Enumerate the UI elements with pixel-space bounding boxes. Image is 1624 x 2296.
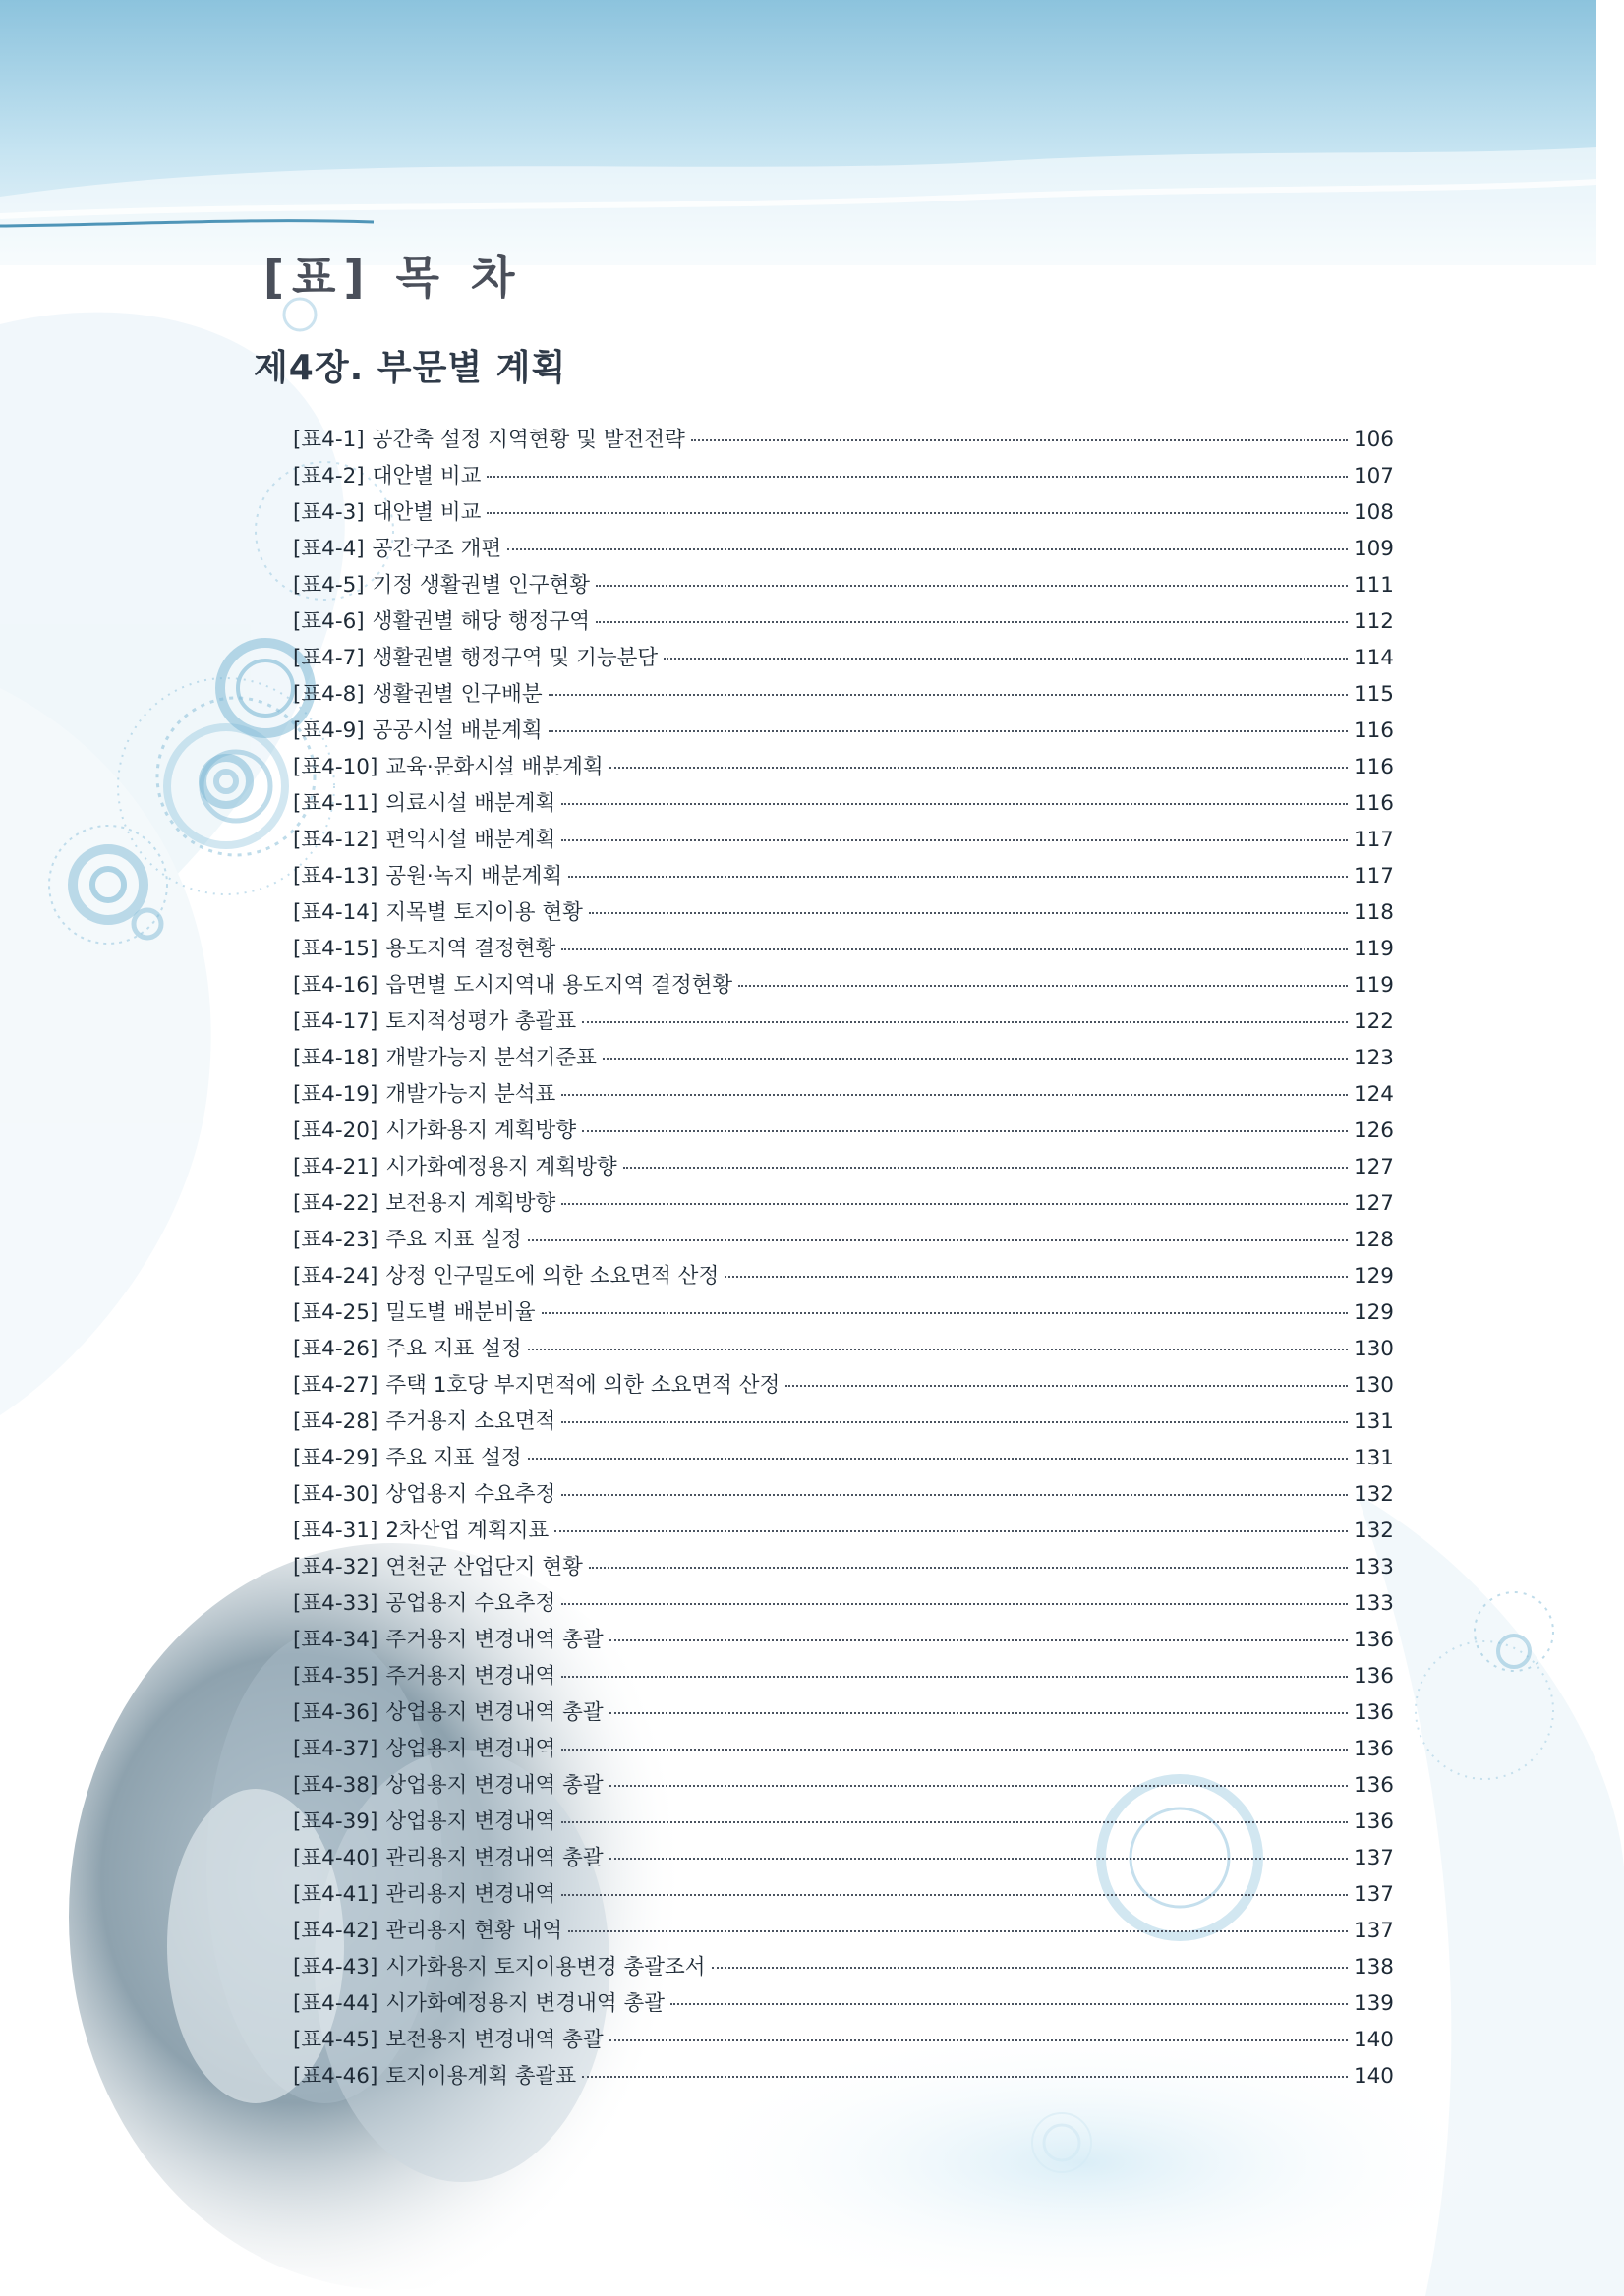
toc-item-page: 136 xyxy=(1353,1809,1394,1834)
toc-item-page: 131 xyxy=(1353,1446,1394,1470)
dot-leader xyxy=(738,985,1348,987)
toc-item-title: 의료시설 배분계획 xyxy=(385,791,556,816)
toc-item[interactable] xyxy=(293,1514,1394,1550)
toc-item-page: 133 xyxy=(1353,1591,1394,1616)
toc-item-title: 보전용지 변경내역 총괄 xyxy=(385,2028,604,2052)
toc-item-title: 주요 지표 설정 xyxy=(385,1337,522,1361)
toc-item[interactable] xyxy=(293,568,1394,604)
toc-item[interactable] xyxy=(293,604,1394,641)
toc-item-title: 주요 지표 설정 xyxy=(385,1446,522,1470)
toc-item[interactable] xyxy=(293,1405,1394,1441)
toc-item-label: [표4-1] xyxy=(293,428,365,452)
toc-item[interactable] xyxy=(293,1041,1394,1077)
toc-item-label: [표4-40] xyxy=(293,1846,378,1870)
dot-leader xyxy=(664,658,1348,660)
dot-leader xyxy=(670,2003,1348,2005)
toc-item[interactable] xyxy=(293,1986,1394,2023)
dot-leader xyxy=(561,1494,1348,1496)
dot-leader xyxy=(487,476,1348,478)
dot-leader xyxy=(603,1058,1348,1060)
toc-item-page: 112 xyxy=(1353,609,1394,634)
dot-leader xyxy=(568,1930,1348,1932)
toc-item[interactable] xyxy=(293,968,1394,1004)
dot-leader xyxy=(549,694,1348,696)
toc-item-page: 138 xyxy=(1353,1955,1394,1980)
toc-item-title: 교육·문화시설 배분계획 xyxy=(385,755,604,779)
toc-item-label: [표4-8] xyxy=(293,682,365,707)
toc-item-page: 137 xyxy=(1353,1919,1394,1943)
dot-leader xyxy=(589,912,1348,914)
toc-item-label: [표4-4] xyxy=(293,537,365,561)
toc-item[interactable] xyxy=(293,1150,1394,1186)
toc-item[interactable] xyxy=(293,2059,1394,2095)
toc-item-label: [표4-30] xyxy=(293,1482,378,1507)
toc-item-label: [표4-21] xyxy=(293,1155,378,1179)
dot-leader xyxy=(609,2039,1348,2041)
dot-leader xyxy=(561,1749,1348,1751)
toc-item-label: [표4-10] xyxy=(293,755,378,779)
toc-item-title: 주요 지표 설정 xyxy=(385,1228,522,1252)
toc-item-page: 140 xyxy=(1353,2028,1394,2052)
toc-item-title: 상업용지 변경내역 xyxy=(385,1809,556,1834)
dot-leader xyxy=(691,439,1348,441)
toc-item-title: 생활권별 해당 행정구역 xyxy=(372,609,591,634)
toc-item[interactable] xyxy=(293,1805,1394,1841)
toc-item-page: 136 xyxy=(1353,1737,1394,1761)
toc-item-label: [표4-11] xyxy=(293,791,378,816)
toc-item-title: 공업용지 수요추정 xyxy=(385,1591,556,1616)
toc-item-title: 상업용지 변경내역 총괄 xyxy=(385,1773,604,1798)
dot-leader xyxy=(507,548,1348,550)
toc-item[interactable] xyxy=(293,1732,1394,1768)
toc-item-label: [표4-28] xyxy=(293,1409,378,1434)
toc-item-title: 생활권별 행정구역 및 기능분담 xyxy=(372,646,659,670)
toc-item[interactable] xyxy=(293,641,1394,677)
dot-leader xyxy=(609,1712,1348,1714)
toc-item-label: [표4-36] xyxy=(293,1700,378,1725)
toc-item-page: 140 xyxy=(1353,2064,1394,2089)
toc-item[interactable] xyxy=(293,532,1394,568)
toc-item-label: [표4-35] xyxy=(293,1664,378,1689)
toc-item[interactable] xyxy=(293,895,1394,932)
toc-list xyxy=(293,423,1394,2095)
dot-leader xyxy=(561,1894,1348,1896)
dot-leader xyxy=(561,1421,1348,1423)
toc-item-title: 시가화예정용지 계획방향 xyxy=(385,1155,617,1179)
toc-item[interactable] xyxy=(293,1768,1394,1805)
toc-item[interactable] xyxy=(293,1114,1394,1150)
toc-item-page: 123 xyxy=(1353,1046,1394,1070)
toc-item[interactable] xyxy=(293,859,1394,895)
toc-item-title: 대안별 비교 xyxy=(372,464,482,488)
toc-item-label: [표4-42] xyxy=(293,1919,378,1943)
toc-item[interactable] xyxy=(293,1877,1394,1914)
toc-item-label: [표4-20] xyxy=(293,1119,378,1143)
toc-item-page: 136 xyxy=(1353,1664,1394,1689)
toc-item-page: 132 xyxy=(1353,1482,1394,1507)
toc-item-page: 116 xyxy=(1353,755,1394,779)
toc-item-title: 상업용지 변경내역 총괄 xyxy=(385,1700,604,1725)
toc-item-title: 주거용지 소요면적 xyxy=(385,1409,556,1434)
toc-item-page: 130 xyxy=(1353,1373,1394,1398)
page-title: [표] 목 차 xyxy=(263,251,523,304)
toc-item-page: 139 xyxy=(1353,1991,1394,2016)
dot-leader xyxy=(561,1203,1348,1205)
toc-item-title: 관리용지 변경내역 xyxy=(385,1882,556,1907)
toc-item-page: 133 xyxy=(1353,1555,1394,1579)
dot-leader xyxy=(623,1167,1348,1169)
toc-item-title: 상업용지 수요추정 xyxy=(385,1482,556,1507)
dot-leader xyxy=(561,1603,1348,1605)
dot-leader xyxy=(582,1021,1348,1023)
toc-item[interactable] xyxy=(293,1695,1394,1732)
toc-item-label: [표4-24] xyxy=(293,1264,378,1289)
toc-item-title: 편익시설 배분계획 xyxy=(385,828,556,852)
toc-item-label: [표4-22] xyxy=(293,1191,378,1216)
toc-item-label: [표4-9] xyxy=(293,718,365,743)
toc-item-page: 111 xyxy=(1353,573,1394,598)
dot-leader xyxy=(554,1530,1348,1532)
toc-item-title: 밀도별 배분비율 xyxy=(385,1300,536,1325)
toc-item[interactable] xyxy=(293,1368,1394,1405)
toc-item[interactable] xyxy=(293,2023,1394,2059)
toc-item-page: 114 xyxy=(1353,646,1394,670)
toc-item-page: 131 xyxy=(1353,1409,1394,1434)
toc-item-label: [표4-13] xyxy=(293,864,378,889)
toc-item-page: 116 xyxy=(1353,718,1394,743)
dot-leader xyxy=(609,1639,1348,1641)
toc-item-title: 토지이용계획 총괄표 xyxy=(385,2064,577,2089)
toc-item[interactable] xyxy=(293,1259,1394,1295)
toc-item-title: 지목별 토지이용 현황 xyxy=(385,900,583,925)
toc-item[interactable] xyxy=(293,495,1394,532)
toc-item-title: 공원·녹지 배분계획 xyxy=(385,864,563,889)
chapter-heading: 제4장. 부문별 계획 xyxy=(254,348,567,388)
toc-item-title: 시가화용지 토지이용변경 총괄조서 xyxy=(385,1955,706,1980)
dot-leader xyxy=(561,839,1348,841)
dot-leader xyxy=(609,1785,1348,1787)
toc-item-label: [표4-18] xyxy=(293,1046,378,1070)
toc-item-page: 115 xyxy=(1353,682,1394,707)
toc-item[interactable] xyxy=(293,1295,1394,1332)
toc-item-page: 129 xyxy=(1353,1300,1394,1325)
dot-leader xyxy=(785,1385,1348,1387)
toc-item-title: 시가화예정용지 변경내역 총괄 xyxy=(385,1991,666,2016)
toc-item[interactable] xyxy=(293,1950,1394,1986)
toc-item-page: 137 xyxy=(1353,1882,1394,1907)
toc-item-page: 130 xyxy=(1353,1337,1394,1361)
dot-leader xyxy=(561,948,1348,950)
toc-item-label: [표4-14] xyxy=(293,900,378,925)
toc-item-title: 대안별 비교 xyxy=(372,500,482,525)
dot-leader xyxy=(542,1312,1348,1314)
toc-item-title: 공간축 설정 지역현황 및 발전전략 xyxy=(372,428,685,452)
toc-item-label: [표4-12] xyxy=(293,828,378,852)
toc-item-title: 개발가능지 분석기준표 xyxy=(385,1046,597,1070)
toc-item[interactable] xyxy=(293,1186,1394,1223)
toc-item-title: 관리용지 현황 내역 xyxy=(385,1919,563,1943)
toc-item[interactable] xyxy=(293,1659,1394,1695)
toc-item-page: 122 xyxy=(1353,1009,1394,1034)
toc-item-label: [표4-16] xyxy=(293,973,378,998)
toc-item-label: [표4-2] xyxy=(293,464,365,488)
toc-item-page: 119 xyxy=(1353,973,1394,998)
dot-leader xyxy=(712,1967,1348,1969)
toc-item-title: 상정 인구밀도에 의한 소요면적 산정 xyxy=(385,1264,720,1289)
toc-item[interactable] xyxy=(293,1223,1394,1259)
dot-leader xyxy=(589,1567,1348,1569)
toc-item[interactable] xyxy=(293,1077,1394,1114)
toc-item-page: 117 xyxy=(1353,828,1394,852)
toc-item-title: 공공시설 배분계획 xyxy=(372,718,543,743)
toc-item-label: [표4-26] xyxy=(293,1337,378,1361)
toc-item[interactable] xyxy=(293,423,1394,459)
toc-item-label: [표4-41] xyxy=(293,1882,378,1907)
dot-leader xyxy=(596,621,1348,623)
toc-item-page: 128 xyxy=(1353,1228,1394,1252)
toc-item[interactable] xyxy=(293,459,1394,495)
toc-item-label: [표4-27] xyxy=(293,1373,378,1398)
toc-item-page: 124 xyxy=(1353,1082,1394,1107)
toc-item[interactable] xyxy=(293,1914,1394,1950)
toc-item-label: [표4-32] xyxy=(293,1555,378,1579)
toc-item-title: 보전용지 계획방향 xyxy=(385,1191,556,1216)
dot-leader xyxy=(561,1676,1348,1678)
toc-item-title: 상업용지 변경내역 xyxy=(385,1737,556,1761)
toc-item-page: 129 xyxy=(1353,1264,1394,1289)
toc-item-title: 기정 생활권별 인구현황 xyxy=(372,573,591,598)
dot-leader xyxy=(528,1458,1348,1460)
toc-item-page: 116 xyxy=(1353,791,1394,816)
dot-leader xyxy=(582,1130,1348,1132)
toc-item-label: [표4-38] xyxy=(293,1773,378,1798)
toc-item-label: [표4-19] xyxy=(293,1082,378,1107)
toc-item-page: 119 xyxy=(1353,937,1394,961)
toc-item-title: 관리용지 변경내역 총괄 xyxy=(385,1846,604,1870)
toc-item[interactable] xyxy=(293,823,1394,859)
toc-item-title: 읍면별 도시지역내 용도지역 결정현황 xyxy=(385,973,733,998)
toc-item-label: [표4-33] xyxy=(293,1591,378,1616)
toc-item-page: 127 xyxy=(1353,1155,1394,1179)
dot-leader xyxy=(609,767,1348,769)
toc-item[interactable] xyxy=(293,786,1394,823)
toc-item[interactable] xyxy=(293,677,1394,714)
toc-item-label: [표4-7] xyxy=(293,646,365,670)
toc-item[interactable] xyxy=(293,1004,1394,1041)
toc-item-title: 용도지역 결정현황 xyxy=(385,937,556,961)
dot-leader xyxy=(528,1349,1348,1350)
toc-item-title: 주택 1호당 부지면적에 의한 소요면적 산정 xyxy=(385,1373,781,1398)
toc-item-label: [표4-29] xyxy=(293,1446,378,1470)
toc-item-label: [표4-34] xyxy=(293,1628,378,1652)
dot-leader xyxy=(528,1239,1348,1241)
toc-item-page: 136 xyxy=(1353,1628,1394,1652)
toc-item[interactable] xyxy=(293,1332,1394,1368)
dot-leader xyxy=(561,803,1348,805)
header-banner xyxy=(0,0,1624,265)
toc-item-label: [표4-23] xyxy=(293,1228,378,1252)
toc-item-title: 개발가능지 분석표 xyxy=(385,1082,556,1107)
toc-item-label: [표4-25] xyxy=(293,1300,378,1325)
toc-item-page: 137 xyxy=(1353,1846,1394,1870)
toc-item[interactable] xyxy=(293,1550,1394,1586)
dot-leader xyxy=(568,876,1348,878)
toc-item-page: 106 xyxy=(1353,428,1394,452)
toc-item[interactable] xyxy=(293,1477,1394,1514)
dot-leader xyxy=(596,585,1348,587)
dot-leader xyxy=(487,512,1348,514)
toc-item-page: 107 xyxy=(1353,464,1394,488)
toc-item-label: [표4-15] xyxy=(293,937,378,961)
toc-item-title: 주거용지 변경내역 xyxy=(385,1664,556,1689)
toc-item-title: 시가화용지 계획방향 xyxy=(385,1119,577,1143)
toc-item-label: [표4-37] xyxy=(293,1737,378,1761)
toc-item[interactable] xyxy=(293,750,1394,786)
toc-item-label: [표4-6] xyxy=(293,609,365,634)
dot-leader xyxy=(725,1276,1348,1278)
toc-item-label: [표4-45] xyxy=(293,2028,378,2052)
toc-item-page: 118 xyxy=(1353,900,1394,925)
dot-leader xyxy=(582,2076,1348,2078)
toc-item-page: 136 xyxy=(1353,1700,1394,1725)
toc-item-title: 연천군 산업단지 현황 xyxy=(385,1555,583,1579)
toc-item-page: 108 xyxy=(1353,500,1394,525)
toc-item[interactable] xyxy=(293,1623,1394,1659)
dot-leader xyxy=(609,1858,1348,1860)
toc-item-label: [표4-5] xyxy=(293,573,365,598)
toc-item[interactable] xyxy=(293,1841,1394,1877)
dot-leader xyxy=(549,730,1348,732)
toc-item-page: 117 xyxy=(1353,864,1394,889)
toc-item-label: [표4-39] xyxy=(293,1809,378,1834)
toc-item-title: 공간구조 개편 xyxy=(372,537,502,561)
toc-item[interactable] xyxy=(293,1441,1394,1477)
toc-item-page: 127 xyxy=(1353,1191,1394,1216)
toc-item-label: [표4-44] xyxy=(293,1991,378,2016)
toc-item[interactable] xyxy=(293,714,1394,750)
toc-item-label: [표4-17] xyxy=(293,1009,378,1034)
toc-item-label: [표4-43] xyxy=(293,1955,378,1980)
toc-item-title: 생활권별 인구배분 xyxy=(372,682,543,707)
toc-item-page: 109 xyxy=(1353,537,1394,561)
toc-item-page: 126 xyxy=(1353,1119,1394,1143)
toc-item-page: 136 xyxy=(1353,1773,1394,1798)
toc-item-title: 토지적성평가 총괄표 xyxy=(385,1009,577,1034)
toc-item-label: [표4-31] xyxy=(293,1519,378,1543)
toc-item[interactable] xyxy=(293,1586,1394,1623)
toc-item-title: 2차산업 계획지표 xyxy=(385,1519,550,1543)
toc-item-title: 주거용지 변경내역 총괄 xyxy=(385,1628,604,1652)
dot-leader xyxy=(561,1094,1348,1096)
toc-item-label: [표4-46] xyxy=(293,2064,378,2089)
toc-item-page: 132 xyxy=(1353,1519,1394,1543)
toc-item[interactable] xyxy=(293,932,1394,968)
toc-item-label: [표4-3] xyxy=(293,500,365,525)
dot-leader xyxy=(561,1821,1348,1823)
